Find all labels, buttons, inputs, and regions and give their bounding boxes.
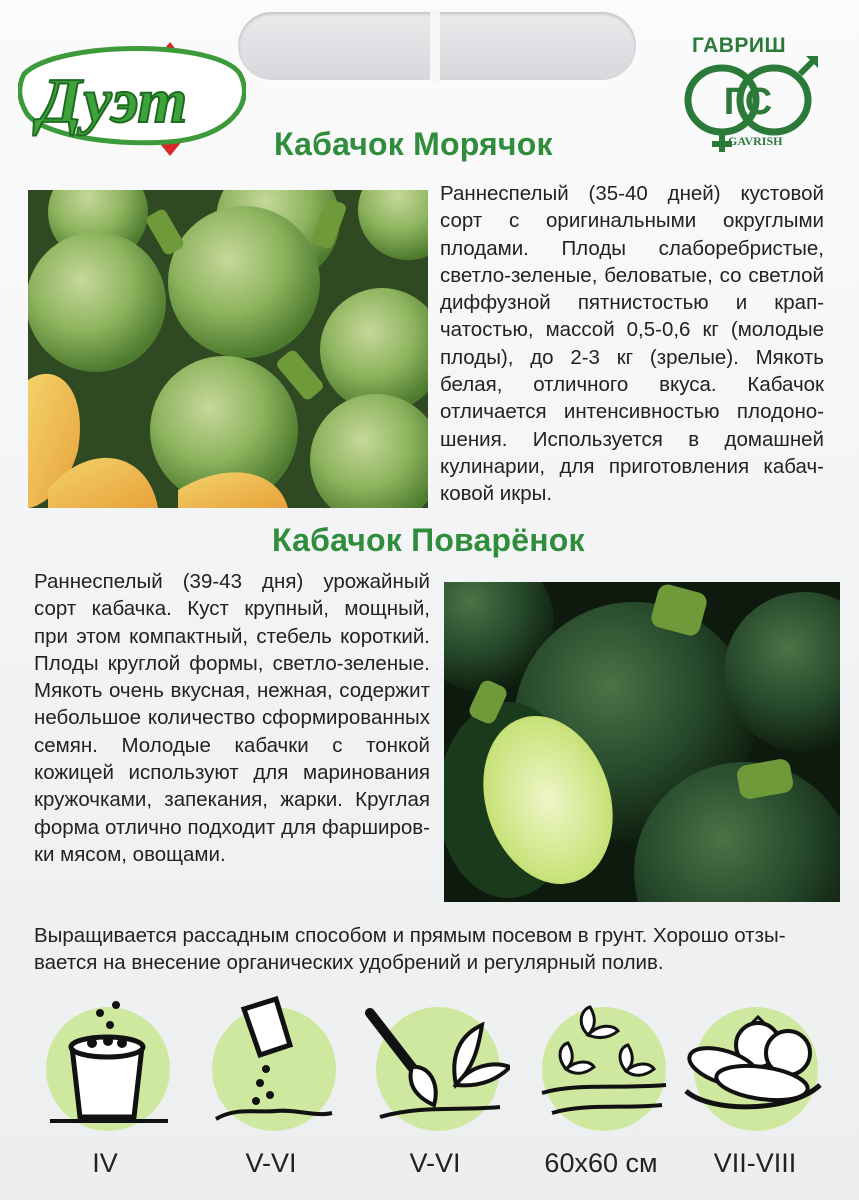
planting-trowel-icon	[360, 995, 510, 1135]
variety-2-description: Раннеспелый (39-43 дня) урожайный сорт кабачка. Куст крупный, мощный, при этом компактный, стебель короткий. Плоды круглой формы, светло-зеленые. Мякоть очень вкусная, нежная, содержит небольшое количество сформированных семян. Молодые кабачки с тонкой кожицей используют для маринования кружочками, запекания, жарки. Круглая форма отлично подходит для фаршировки мясом, овощами.	[34, 570, 430, 866]
seedling-pot-icon	[30, 995, 180, 1135]
sowing-seeds-icon	[196, 995, 346, 1135]
pictogram-labels	[30, 1148, 830, 1184]
pictogram-label: V-VI	[245, 1148, 297, 1178]
gavrish-logo-bottom: GAVRISH	[728, 134, 783, 148]
pictogram-label: IV	[92, 1148, 118, 1178]
pictogram-row	[30, 995, 830, 1135]
gavrish-logo-top: ГАВРИШ	[692, 34, 787, 57]
gavrish-logo-mark: ГС	[723, 81, 773, 123]
pictogram-label: V-VI	[409, 1148, 461, 1178]
variety-2-photo	[444, 582, 840, 902]
variety-1-photo	[28, 190, 428, 508]
variety-1-title: Кабачок Морячок	[274, 126, 553, 162]
duet-logo	[18, 34, 246, 160]
variety-1-description: Раннеспелый (35-40 дней) кустовой сорт с оригинальными округлыми плодами. Плоды слаборебристые, светло-зеленые, беловатые, со светлой диффузной пятнистостью и крапчатостью, массой 0,5-0,6 кг (молодые плоды), до 2-3 кг (зрелые). Мякоть белая, отличного вкуса. Кабачок отличается интенсивностью плодоношения. Используется в домашней кулинарии, для приготовления кабачковой икры.	[440, 182, 824, 506]
variety-2-title: Кабачок Поварёнок	[272, 522, 585, 558]
duet-logo-text: Дуэт	[38, 65, 188, 136]
planting-scheme-icon	[526, 995, 676, 1135]
harvest-vegetables-icon	[680, 995, 830, 1135]
gavrish-logo	[676, 30, 826, 160]
pictogram-label: 60x60 см	[544, 1148, 658, 1178]
hang-tab-notch	[430, 10, 440, 82]
cultivation-note: Выращивается рассадным способом и прямым посевом в грунт. Хорошо отзывается на внесение органических удобрений и регулярный полив.	[34, 924, 786, 975]
pictogram-label: VII-VIII	[713, 1148, 797, 1178]
